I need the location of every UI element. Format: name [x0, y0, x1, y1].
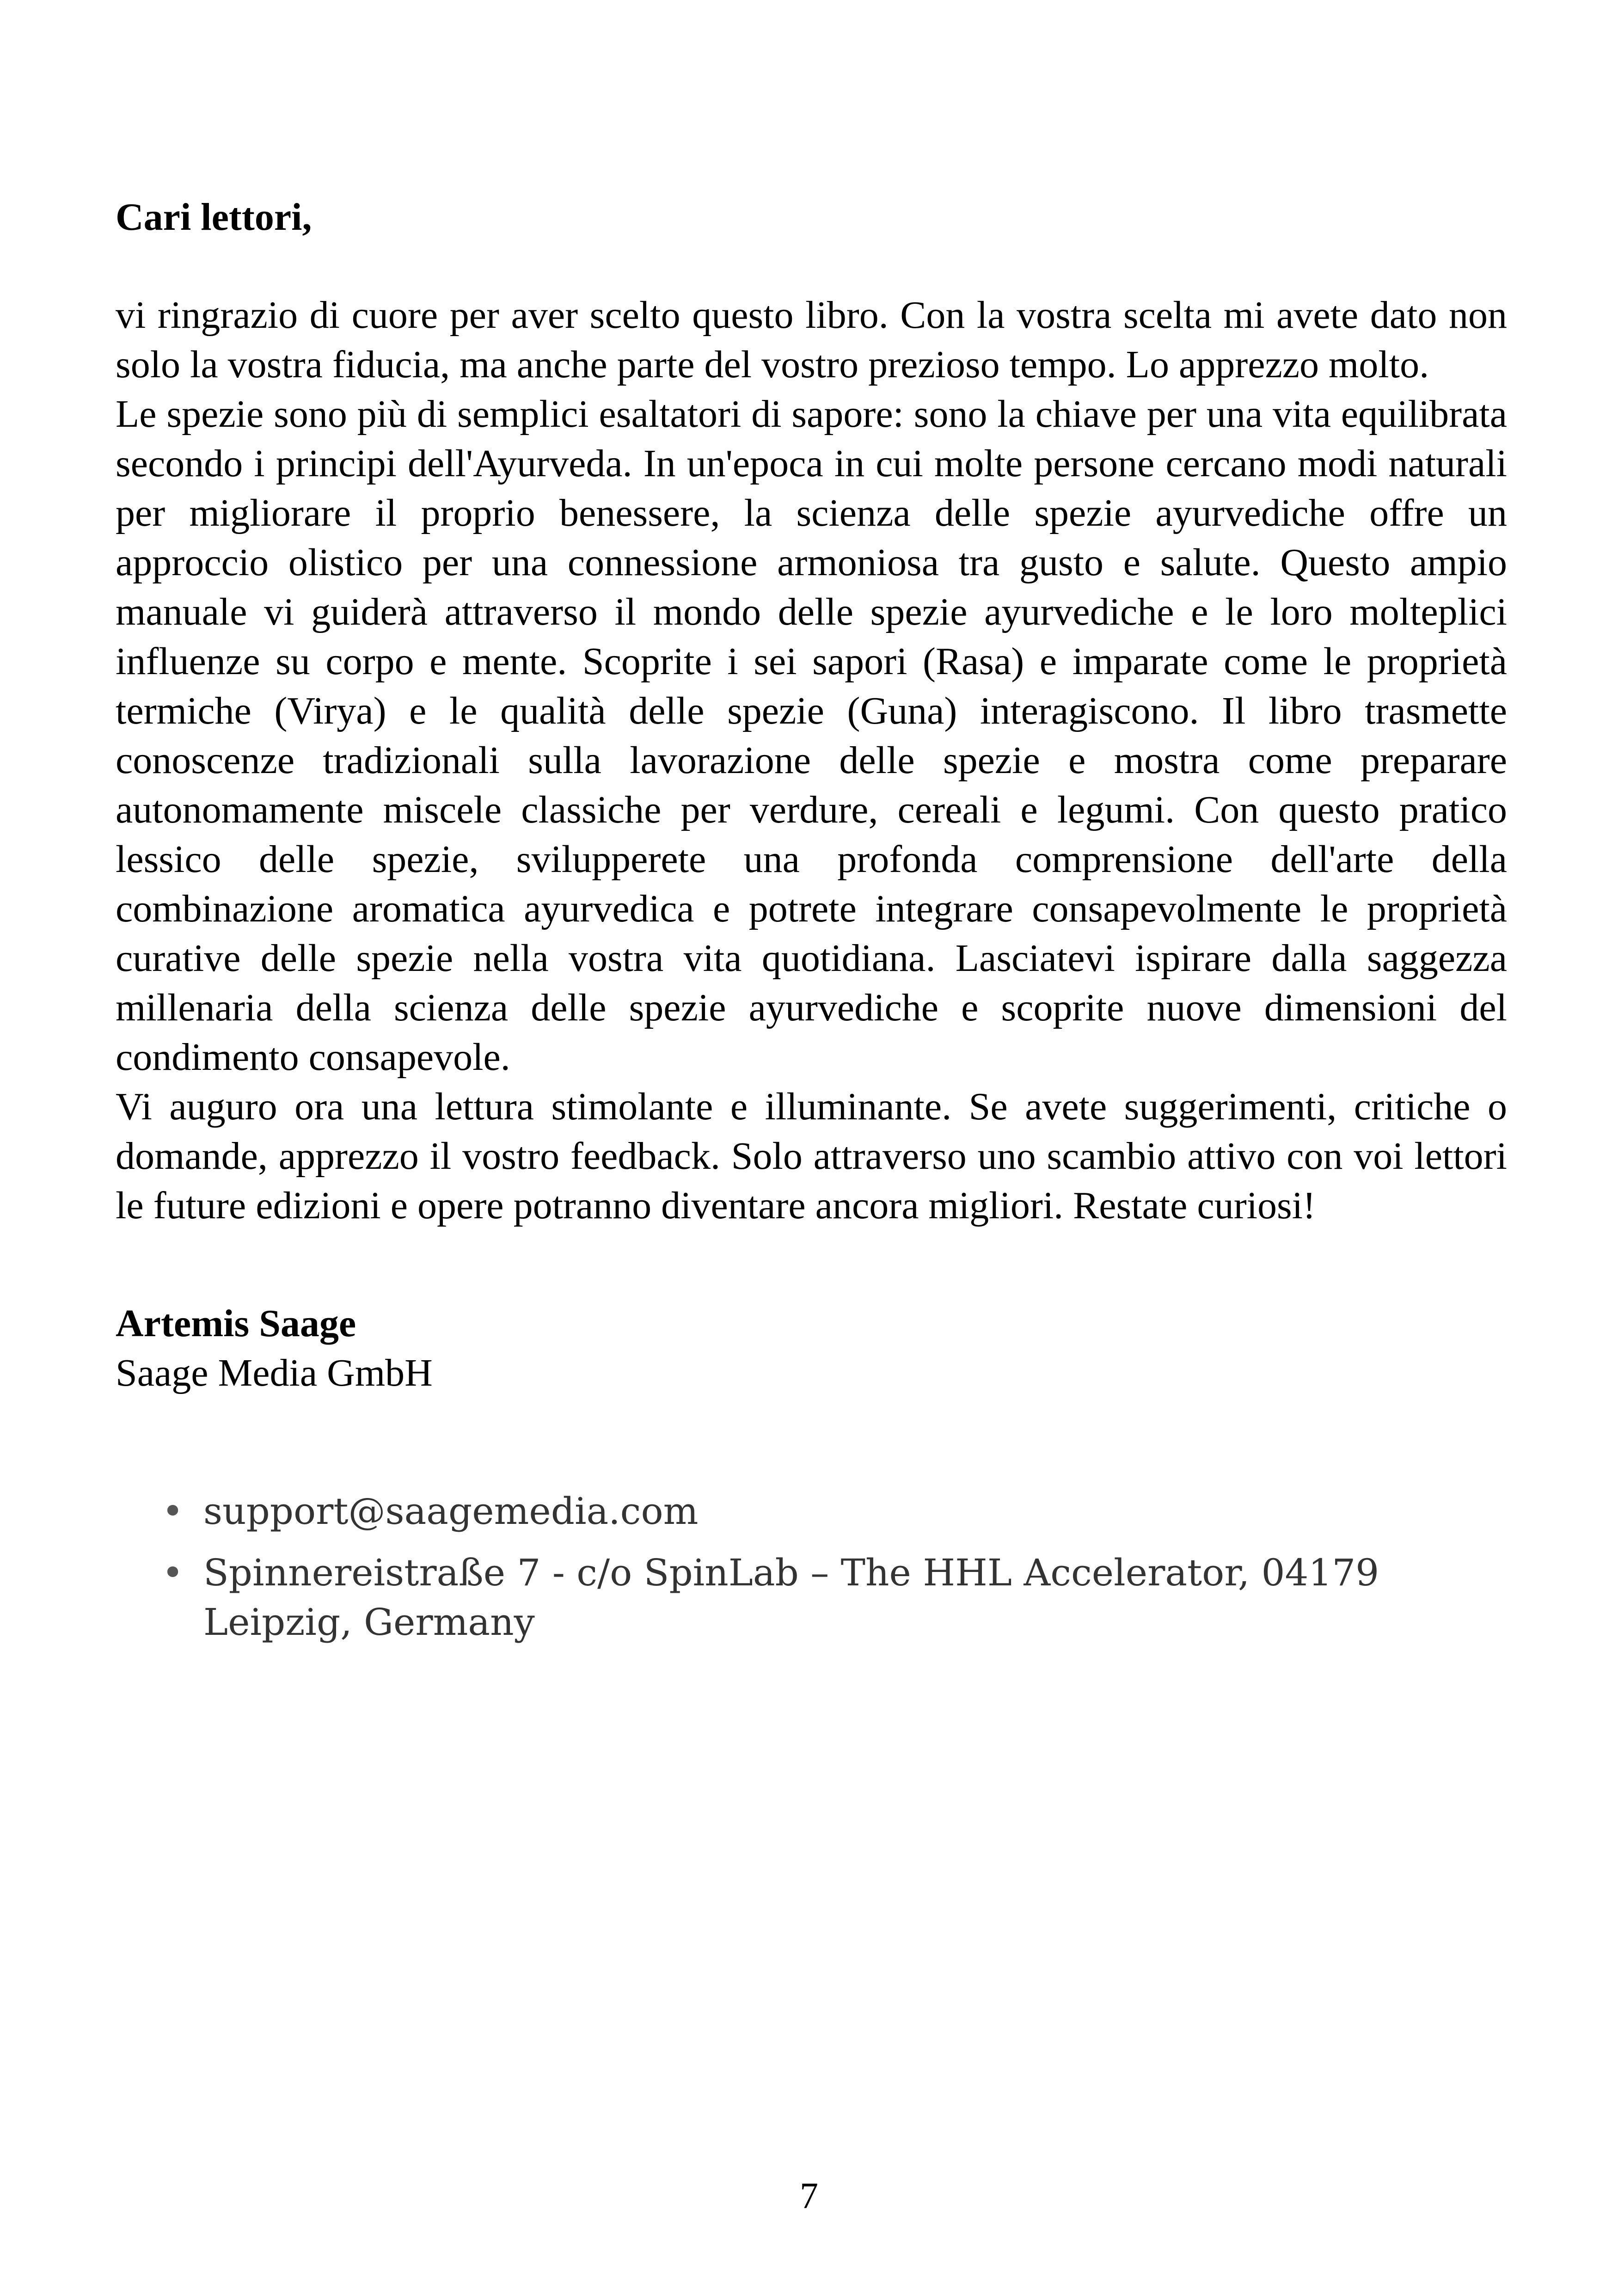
company-name: Saage Media GmbH: [116, 1351, 433, 1394]
paragraph-thanks: vi ringrazio di cuore per aver scelto questo libro. Con la vostra scelta mi avete dato non solo la vostra fiducia, ma anche parte del vostro prezioso tempo. Lo apprezzo molto.: [116, 294, 1507, 386]
contact-address-text: Spinnereistraße 7 - c/o SpinLab – The HHL Accelerator, 04179 Leipzig, Germany: [203, 1551, 1379, 1644]
page-number: 7: [800, 2176, 818, 2216]
author-name: Artemis Saage: [116, 1302, 356, 1345]
contact-email[interactable]: [116, 1486, 1507, 1536]
paragraph-closing: Vi auguro ora una lettura stimolante e illuminante. Se avete suggerimenti, critiche o domande, apprezzo il vostro feedback. Solo attraverso uno scambio attivo con voi lettori le future edizioni e opere potranno diventare ancora migliori. Restate curiosi!: [116, 1085, 1507, 1227]
letter-greeting: Cari lettori,: [116, 196, 312, 239]
letter-page: [116, 194, 1507, 1659]
bullet-icon: •: [162, 1490, 184, 1533]
contact-address: [116, 1548, 1507, 1647]
paragraph-book-description: Le spezie sono più di semplici esaltatori di sapore: sono la chiave per una vita equilibrata secondo i principi dell'Ayurveda. In un'epoca in cui molte persone cercano modi naturali per migliorare il proprio benessere, la scienza delle spezie ayurvediche offre un approccio olistico per una connessione armoniosa tra gusto e salute. Questo ampio manuale vi guiderà attraverso il mondo delle spezie ayurvediche e le loro molteplici influenze su corpo e mente. Scoprite i sei sapori (Rasa) e imparate come le proprietà termiche (Virya) e le qualità delle spezie (Guna) interagiscono. Il libro trasmette conoscenze tradizionali sulla lavorazione delle spezie e mostra come preparare autonomamente miscele classiche per verdure, cereali e legumi. Con questo pratico lessico delle spezie, svilupperete una profonda comprensione dell'arte della combinazione aromatica ayurvedica e potrete integrare consapevolmente le proprietà curative delle spezie nella vostra vita quotidiana. Lasciatevi ispirare dalla saggezza millenaria della scienza delle spezie ayurvediche e scoprite nuove dimensioni del condimento consapevole.: [116, 393, 1507, 1079]
contact-list: [116, 1486, 1507, 1647]
signature-block: [116, 1299, 1507, 1398]
contact-email-text[interactable]: support@saagemedia.com: [203, 1490, 699, 1533]
bullet-icon: •: [162, 1551, 184, 1594]
